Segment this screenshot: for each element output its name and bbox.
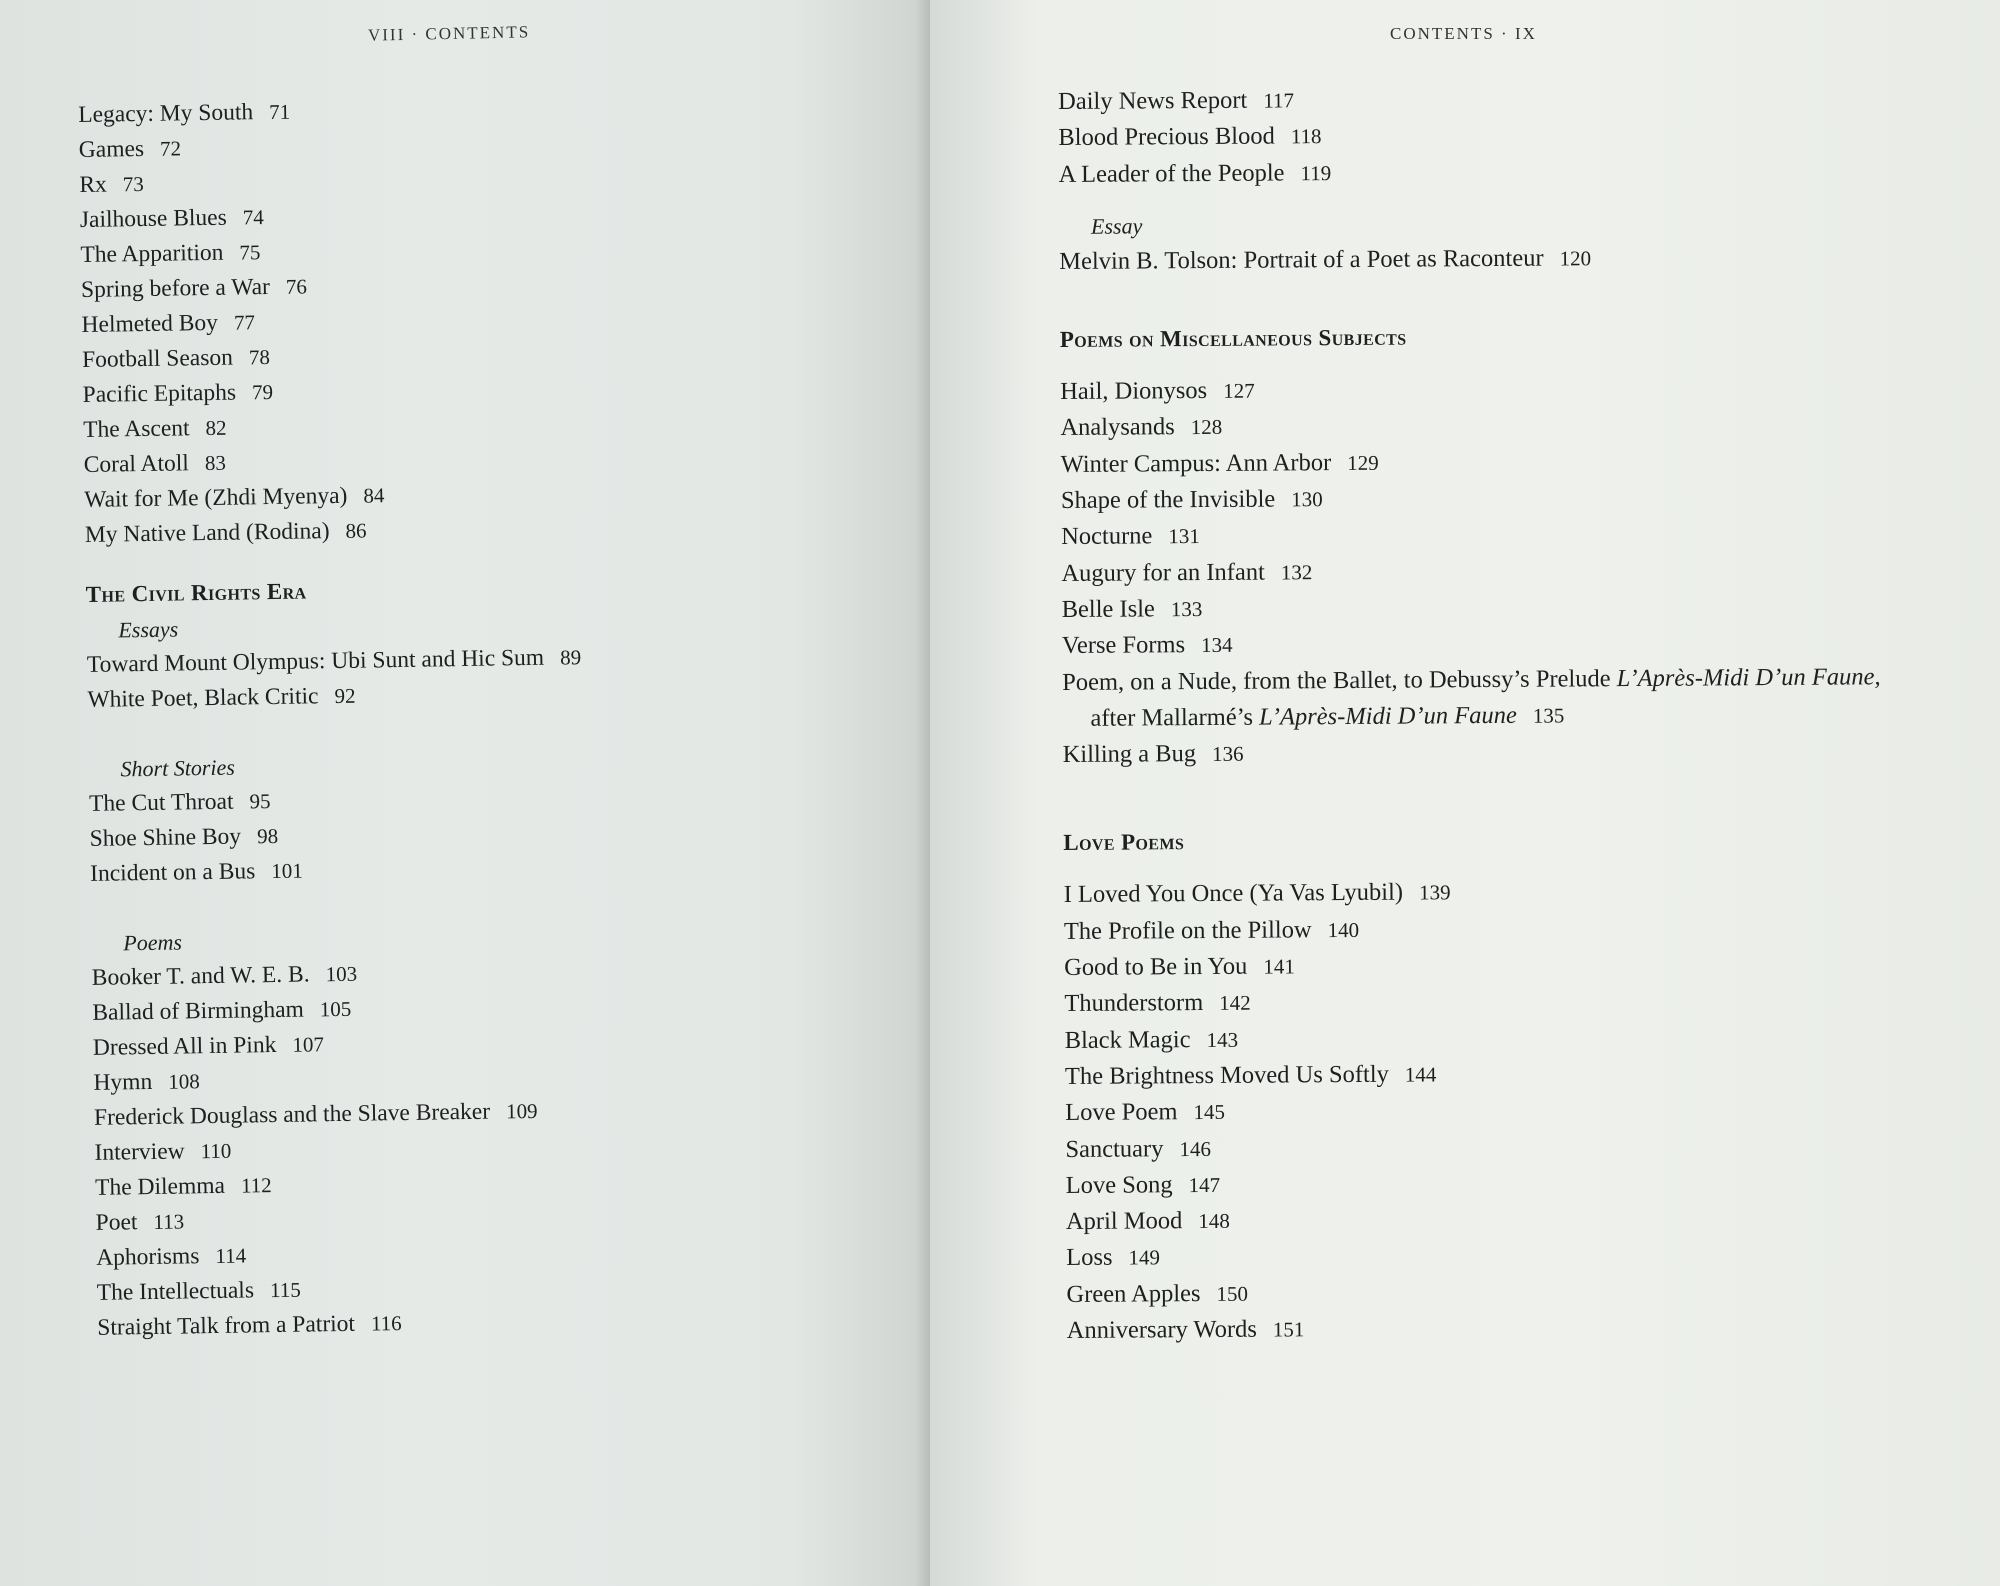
toc-entry-page: 77 <box>233 310 256 335</box>
toc-entry-title: Incident on a Bus <box>89 858 256 887</box>
toc-entry-title: Jailhouse Blues <box>79 204 227 233</box>
toc-entry-page: 76 <box>285 274 308 299</box>
toc-entry <box>1061 514 1880 556</box>
section-title-misc: Poems on Miscellaneous Subjects <box>1059 324 1407 353</box>
misc-after-list <box>1063 731 1882 773</box>
nude-poem-line1-roman: Poem, on a Nude, from the Ballet, to Debussy’s Prelude <box>1062 664 1617 696</box>
toc-entry-title: Dressed All in Pink <box>92 1032 277 1061</box>
subheading-short-stories: Short Stories <box>120 754 236 782</box>
toc-entry-title: Pacific Epitaphs <box>82 379 237 408</box>
toc-entry-title: The Ascent <box>83 415 190 443</box>
toc-entry-title: Interview <box>94 1138 185 1166</box>
toc-entry-page: 109 <box>505 1098 538 1124</box>
toc-entry-title: The Dilemma <box>94 1172 226 1201</box>
toc-entry <box>1058 78 1877 120</box>
essays-list <box>87 640 582 718</box>
subheading-poems: Poems <box>123 929 183 956</box>
toc-entry-title: Anniversary Words <box>1066 1315 1257 1344</box>
nude-poem-line2-roman: after Mallarmé’s <box>1090 703 1260 732</box>
toc-entry <box>1065 1053 1884 1095</box>
toc-entry-title: Sanctuary <box>1065 1134 1164 1163</box>
toc-entry-page: 116 <box>370 1311 402 1336</box>
toc-entry-title: Killing a Bug <box>1062 740 1197 769</box>
toc-entry <box>97 1303 592 1346</box>
left-block1-list <box>78 90 579 553</box>
toc-entry-page: 146 <box>1179 1136 1211 1161</box>
toc-entry <box>1064 872 1883 914</box>
toc-entry-title: Good to Be in You <box>1064 952 1248 982</box>
toc-entry-title: Ballad of Birmingham <box>92 996 305 1026</box>
short-stories-list <box>89 779 585 892</box>
toc-entry-page: 148 <box>1198 1208 1230 1234</box>
toc-entry <box>1065 1126 1884 1168</box>
toc-entry-title: Hymn <box>93 1068 153 1096</box>
toc-entry-page: 79 <box>251 379 274 405</box>
toc-entry-page: 151 <box>1272 1317 1305 1342</box>
subheading-essays: Essays <box>118 616 179 643</box>
toc-entry-title: Belle Isle <box>1061 595 1155 623</box>
toc-entry <box>1061 550 1880 592</box>
toc-entry <box>1064 981 1883 1023</box>
nude-poem-line2-italic: L’Après-Midi D’un Faune <box>1259 701 1517 731</box>
toc-entry-title: Black Magic <box>1064 1025 1191 1054</box>
toc-entry-title: Poet <box>95 1209 138 1236</box>
toc-entry-page: 132 <box>1280 559 1313 585</box>
left-page <box>0 0 930 1586</box>
left-running-head: VIII · CONTENTS <box>367 22 531 45</box>
toc-entry-title: Games <box>78 135 145 163</box>
toc-entry-title: Toward Mount Olympus: Ubi Sunt and Hic Sum <box>86 644 545 678</box>
toc-entry-page: 136 <box>1211 741 1244 767</box>
toc-entry-page: 135 <box>1532 703 1565 728</box>
toc-entry <box>85 510 580 553</box>
essay-list <box>1059 238 1878 280</box>
toc-entry-page: 92 <box>334 683 356 709</box>
toc-entry-title: I Loved You Once (Ya Vas Lyubil) <box>1063 879 1404 909</box>
toc-entry-title: Winter Campus: Ann Arbor <box>1060 448 1332 478</box>
toc-entry-page: 150 <box>1216 1281 1249 1306</box>
right-block1-list <box>1058 78 1877 193</box>
toc-entry <box>1060 405 1879 447</box>
toc-entry-page: 127 <box>1223 378 1255 404</box>
toc-entry-title: White Poet, Black Critic <box>87 683 319 713</box>
toc-entry-nude-poem <box>1062 659 1881 737</box>
toc-entry-page: 82 <box>205 415 227 441</box>
toc-entry-title: Verse Forms <box>1061 631 1186 660</box>
toc-entry-page: 95 <box>249 789 271 814</box>
toc-entry-page: 141 <box>1263 954 1295 979</box>
toc-entry-title: April Mood <box>1065 1207 1183 1236</box>
toc-entry-title: Love Song <box>1065 1171 1173 1199</box>
toc-entry-page: 145 <box>1193 1100 1226 1125</box>
nude-poem-line1-italic: L’Après-Midi D’un Faune, <box>1616 662 1881 692</box>
toc-entry <box>1059 238 1878 280</box>
toc-entry-page: 86 <box>345 518 367 543</box>
toc-entry-page: 73 <box>122 171 144 197</box>
toc-entry <box>1064 908 1883 950</box>
toc-entry-page: 112 <box>240 1173 272 1198</box>
love-list <box>1064 872 1886 1350</box>
right-toc <box>1058 78 1885 1349</box>
toc-entry-page: 115 <box>269 1277 301 1303</box>
toc-entry-title: Thunderstorm <box>1064 989 1204 1018</box>
toc-entry-title: The Apparition <box>80 239 224 268</box>
toc-entry-page: 134 <box>1201 633 1233 658</box>
toc-entry-page: 143 <box>1206 1027 1239 1052</box>
left-toc <box>78 90 592 1346</box>
toc-entry-page: 129 <box>1347 450 1379 475</box>
toc-entry-page: 105 <box>319 996 352 1022</box>
toc-entry-title: Coral Atoll <box>83 450 190 478</box>
toc-entry-title: The Intellectuals <box>96 1277 255 1306</box>
toc-entry-page: 130 <box>1291 487 1323 512</box>
section-title-love-poems: Love Poems <box>1063 829 1185 856</box>
toc-entry <box>1061 441 1880 483</box>
toc-entry-page: 140 <box>1327 917 1360 942</box>
toc-entry-page: 75 <box>239 240 261 265</box>
toc-entry-title: Daily News Report <box>1058 86 1248 115</box>
toc-entry-title: The Profile on the Pillow <box>1063 916 1312 945</box>
toc-entry-page: 117 <box>1263 88 1295 113</box>
toc-entry <box>1060 368 1879 410</box>
toc-entry-title: Straight Talk from a Patriot <box>97 1310 356 1341</box>
toc-entry-title: Love Poem <box>1065 1098 1178 1127</box>
toc-entry-page: 72 <box>159 136 182 161</box>
toc-entry-title: Augury for an Infant <box>1061 558 1265 587</box>
toc-entry-title: Analysands <box>1060 413 1175 442</box>
toc-entry-page: 120 <box>1559 246 1592 271</box>
toc-entry <box>1066 1198 1885 1240</box>
right-running-head: CONTENTS · IX <box>1390 24 1537 43</box>
toc-entry-page: 131 <box>1168 524 1200 549</box>
toc-entry <box>1066 1162 1885 1204</box>
toc-entry-title: Booker T. and W. E. B. <box>91 961 310 991</box>
section-title-civil-rights: The Civil Rights Era <box>85 578 307 607</box>
toc-entry-page: 144 <box>1404 1062 1437 1087</box>
toc-entry-title: Legacy: My South <box>78 99 254 128</box>
toc-entry <box>1062 623 1881 665</box>
toc-entry-page: 101 <box>271 858 303 884</box>
toc-entry-title: Rx <box>79 171 108 198</box>
toc-entry-page: 103 <box>325 961 358 987</box>
toc-entry-page: 84 <box>363 483 385 508</box>
toc-entry <box>1058 115 1877 157</box>
toc-entry-page: 128 <box>1190 415 1223 440</box>
toc-entry-page: 74 <box>242 205 264 230</box>
toc-entry <box>1059 151 1878 193</box>
toc-entry-title: The Cut Throat <box>88 788 234 817</box>
toc-entry-page: 113 <box>153 1209 185 1234</box>
toc-entry <box>1067 1307 1886 1349</box>
nude-poem-line2 <box>1062 695 1881 737</box>
toc-entry-page: 98 <box>256 823 279 849</box>
toc-entry <box>1065 1017 1884 1059</box>
subheading-essay: Essay <box>1090 213 1143 239</box>
toc-entry <box>1064 944 1883 986</box>
toc-entry-page: 139 <box>1418 880 1451 905</box>
toc-entry-title: My Native Land (Rodina) <box>84 518 330 548</box>
toc-entry-title: Aphorisms <box>96 1243 200 1271</box>
poems-list <box>92 953 592 1346</box>
toc-entry-title: Hail, Dionysos <box>1060 377 1208 406</box>
toc-entry-title: Loss <box>1066 1244 1113 1272</box>
toc-entry <box>1066 1235 1885 1277</box>
toc-entry-title: Spring before a War <box>80 274 271 303</box>
toc-entry <box>1062 586 1881 628</box>
toc-entry-page: 71 <box>268 99 291 124</box>
toc-entry-title: Football Season <box>81 344 234 373</box>
right-page <box>930 0 2000 1586</box>
toc-entry-page: 108 <box>168 1069 200 1094</box>
toc-entry-title: Wait for Me (Zhdi Myenya) <box>84 482 348 513</box>
toc-entry-title: Melvin B. Tolson: Portrait of a Poet as Raconteur <box>1059 244 1544 275</box>
toc-entry-page: 83 <box>204 450 227 476</box>
toc-entry-page: 107 <box>292 1032 325 1057</box>
toc-entry-page: 142 <box>1219 991 1251 1016</box>
toc-entry-title: Shoe Shine Boy <box>89 823 242 852</box>
toc-entry <box>1063 731 1882 773</box>
toc-entry-page: 119 <box>1300 160 1332 185</box>
toc-entry-page: 149 <box>1128 1245 1161 1270</box>
toc-entry <box>1066 1271 1885 1313</box>
toc-entry-title: A Leader of the People <box>1058 159 1285 188</box>
toc-entry-page: 147 <box>1188 1172 1221 1197</box>
toc-entry-page: 110 <box>200 1138 232 1164</box>
toc-entry-page: 133 <box>1170 596 1203 622</box>
toc-entry-title: Nocturne <box>1061 522 1153 551</box>
toc-entry-title: Helmeted Boy <box>81 309 219 338</box>
toc-entry <box>1065 1089 1884 1131</box>
toc-entry-page: 78 <box>248 345 271 370</box>
toc-entry-page: 89 <box>559 645 582 670</box>
toc-entry-title: Blood Precious Blood <box>1058 122 1275 152</box>
toc-entry-page: 118 <box>1290 124 1322 149</box>
misc-list <box>1060 368 1880 664</box>
toc-entry-title: Green Apples <box>1066 1279 1201 1308</box>
toc-entry-page: 114 <box>215 1243 247 1268</box>
toc-entry-title: The Brightness Moved Us Softly <box>1064 1060 1389 1090</box>
toc-entry-title: Shape of the Invisible <box>1060 485 1276 515</box>
toc-entry-title: Frederick Douglass and the Slave Breaker <box>93 1098 491 1131</box>
toc-entry <box>1061 477 1880 519</box>
